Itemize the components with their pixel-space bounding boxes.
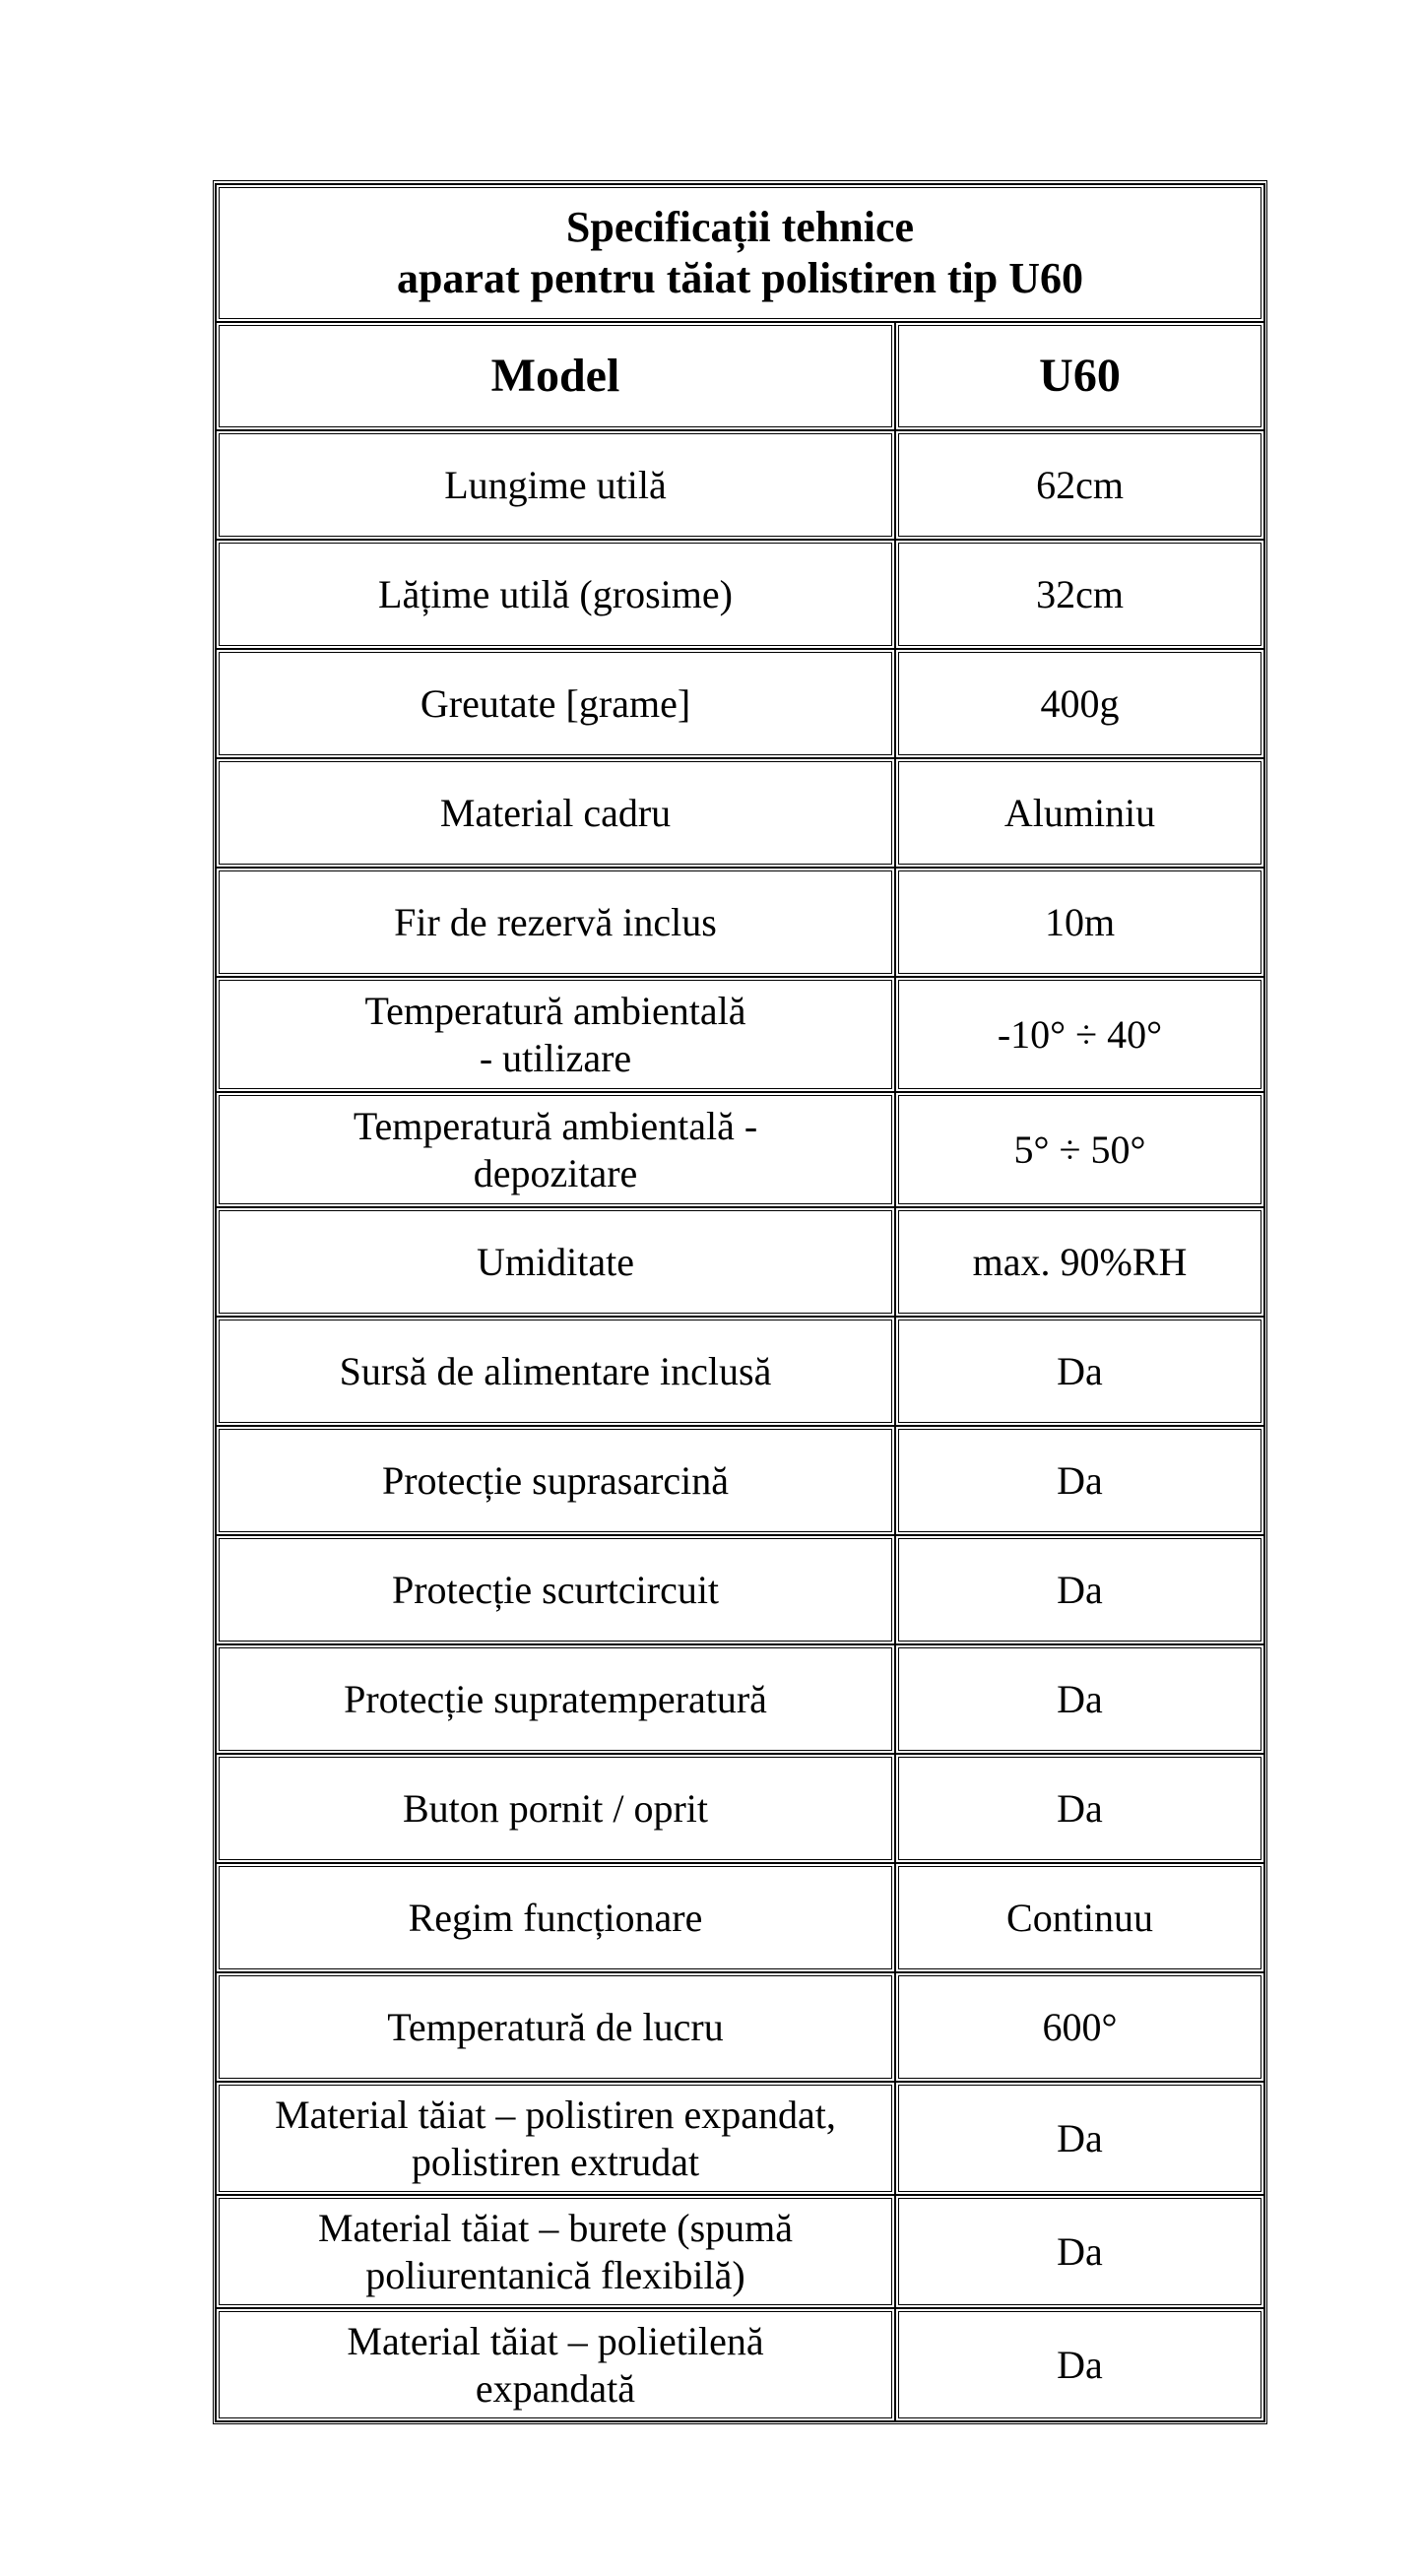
row-label-line-2: expandată [475, 2365, 636, 2411]
row-label-line-2: poliurentanică flexibilă) [365, 2252, 745, 2297]
row-label [216, 1092, 895, 1207]
table-row [216, 1644, 1264, 1754]
title-row [216, 184, 1264, 322]
row-value: 32cm [895, 540, 1264, 649]
table-row [216, 1754, 1264, 1863]
table-row [216, 868, 1264, 977]
row-value: 600° [895, 1972, 1264, 2082]
row-label [216, 2308, 895, 2421]
table-row [216, 430, 1264, 540]
row-label [216, 977, 895, 1092]
row-label: Protecție supratemperatură [216, 1644, 895, 1754]
spec-table [213, 180, 1267, 2424]
row-label: Lungime utilă [216, 430, 895, 540]
header-row [216, 322, 1264, 430]
table-row [216, 2082, 1264, 2195]
row-label-line-2: - utilizare [479, 1035, 632, 1080]
row-value: Da [895, 2082, 1264, 2195]
row-label [216, 2082, 895, 2195]
row-label: Umiditate [216, 1207, 895, 1317]
table-row [216, 758, 1264, 868]
table-row [216, 1207, 1264, 1317]
row-label: Protecție suprasarcină [216, 1426, 895, 1535]
row-value: Da [895, 1754, 1264, 1863]
row-label: Buton pornit / oprit [216, 1754, 895, 1863]
row-label-line-1: Material tăiat – burete (spumă [317, 2206, 794, 2251]
header-value: U60 [895, 322, 1264, 430]
row-value: 400g [895, 649, 1264, 758]
row-label-line-1: Temperatură ambientală [364, 989, 746, 1034]
title-line-2: aparat pentru tăiat polistiren tip U60 [396, 254, 1084, 302]
row-label-line-2: depozitare [473, 1150, 638, 1195]
row-label-line-1: Temperatură ambientală - [353, 1104, 758, 1149]
table-row [216, 540, 1264, 649]
row-value: 10m [895, 868, 1264, 977]
row-value: max. 90%RH [895, 1207, 1264, 1317]
row-label: Regim funcționare [216, 1863, 895, 1972]
row-label: Sursă de alimentare inclusă [216, 1317, 895, 1426]
table-row [216, 1535, 1264, 1644]
row-label: Protecție scurtcircuit [216, 1535, 895, 1644]
row-label-line-1: Material tăiat – polistiren expandat, [275, 2093, 836, 2138]
table-row [216, 2195, 1264, 2308]
row-value: Da [895, 1535, 1264, 1644]
row-label: Temperatură de lucru [216, 1972, 895, 2082]
header-label: Model [216, 322, 895, 430]
row-label: Fir de rezervă inclus [216, 868, 895, 977]
row-label-line-1: Material tăiat – polietilenă [347, 2319, 764, 2364]
row-label: Material cadru [216, 758, 895, 868]
row-value: 62cm [895, 430, 1264, 540]
row-value: Da [895, 1317, 1264, 1426]
table-row [216, 649, 1264, 758]
table-row [216, 1426, 1264, 1535]
row-label: Greutate [grame] [216, 649, 895, 758]
table-row [216, 1092, 1264, 1207]
row-label: Lățime utilă (grosime) [216, 540, 895, 649]
table-row [216, 2308, 1264, 2421]
row-value: Continuu [895, 1863, 1264, 1972]
table-title [216, 184, 1264, 322]
row-value: Aluminiu [895, 758, 1264, 868]
row-label-line-2: polistiren extrudat [411, 2139, 700, 2184]
table-row [216, 1863, 1264, 1972]
table-row [216, 977, 1264, 1092]
row-value: 5° ÷ 50° [895, 1092, 1264, 1207]
row-value: Da [895, 2308, 1264, 2421]
row-label [216, 2195, 895, 2308]
row-value: -10° ÷ 40° [895, 977, 1264, 1092]
title-line-1: Specificații tehnice [565, 203, 915, 252]
table-row [216, 1317, 1264, 1426]
table-row [216, 1972, 1264, 2082]
row-value: Da [895, 1644, 1264, 1754]
row-value: Da [895, 1426, 1264, 1535]
row-value: Da [895, 2195, 1264, 2308]
